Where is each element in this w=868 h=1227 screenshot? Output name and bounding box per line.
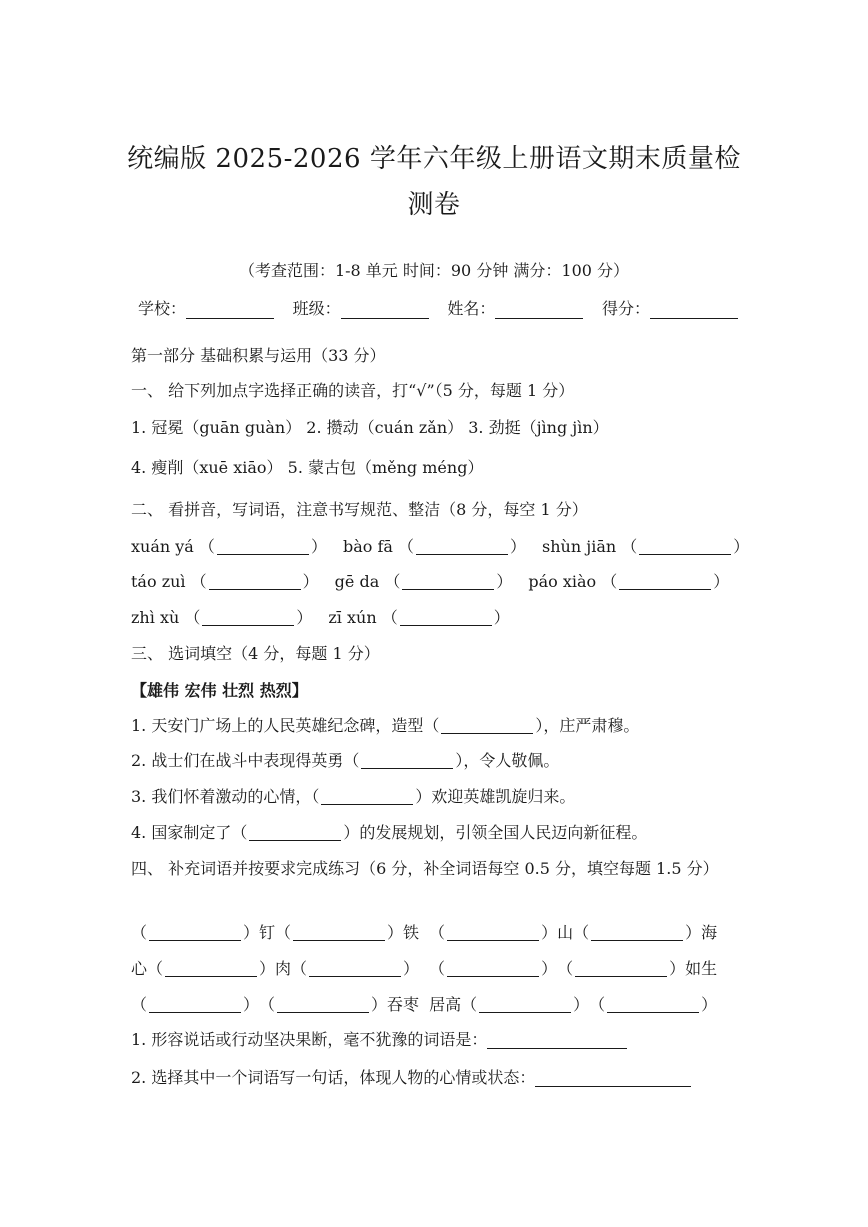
q4-idiom-row-3: （ ） （ ）吞枣 居高（ ） （ ） — [131, 995, 718, 1014]
score-label: 得分： — [601, 299, 650, 318]
idiom-text: ） — [403, 959, 420, 978]
practice-text: 1. 形容说话或行动坚决果断，毫不犹豫的词语是： — [131, 1030, 488, 1049]
q3-word-options: 【雄伟 宏伟 壮烈 热烈】 — [131, 681, 308, 700]
pinyin-item: gē da （ ） — [334, 572, 513, 591]
idiom-text: 居高（ — [429, 995, 478, 1014]
idiom-text: ）铁 — [387, 923, 420, 942]
answer-blank[interactable] — [277, 998, 369, 1013]
idiom-text: ）肉（ — [259, 959, 308, 978]
q3-sentence-3 — [131, 787, 575, 807]
idiom-text: ）吞枣 — [371, 995, 420, 1014]
q4-idiom-row-1: （ ）钉（ ）铁 （ ）山（ ）海 — [131, 923, 718, 942]
answer-blank[interactable] — [447, 926, 539, 941]
pinyin-text: páo xiào — [528, 572, 597, 591]
answer-blank[interactable] — [400, 611, 492, 626]
pinyin-text: gē da — [334, 572, 380, 591]
answer-blank[interactable] — [309, 962, 401, 977]
class-label: 班级： — [292, 299, 341, 318]
sentence-text: ）欢迎英雄凯旋归来。 — [415, 787, 576, 806]
name-blank[interactable] — [495, 302, 583, 319]
pinyin-text: shùn jiān — [542, 537, 617, 556]
answer-blank[interactable] — [479, 998, 571, 1013]
pinyin-text: zhì xù — [131, 608, 180, 627]
sentence-text: ），令人敬佩。 — [455, 751, 560, 770]
sentence-text: 3. 我们怀着激动的心情，（ — [131, 787, 320, 806]
idiom-text: ）海 — [685, 923, 718, 942]
idiom-text: ） — [573, 995, 590, 1014]
answer-blank[interactable] — [639, 540, 731, 555]
pinyin-item: táo zuì （ ） — [131, 572, 319, 591]
score-blank[interactable] — [650, 302, 738, 319]
answer-blank[interactable] — [209, 575, 301, 590]
title-line-2: 测卷 — [407, 190, 461, 220]
name-field — [447, 296, 583, 319]
idiom-text: 心（ — [131, 959, 164, 978]
answer-blank[interactable] — [619, 575, 711, 590]
pinyin-text: xuán yá — [131, 537, 194, 556]
answer-blank[interactable] — [165, 962, 257, 977]
q3-heading: 三、 选词填空（4 分，每题 1 分） — [131, 644, 380, 663]
school-label: 学校： — [138, 299, 187, 318]
pinyin-item: zhì xù （ ） — [131, 608, 313, 627]
exam-title — [100, 136, 768, 228]
pinyin-item: zī xún （ ） — [328, 608, 510, 627]
pinyin-text: bào fā — [342, 537, 393, 556]
answer-blank[interactable] — [202, 611, 294, 626]
student-info-row — [138, 296, 738, 319]
q1-heading: 一、 给下列加点字选择正确的读音，打“√”（5 分，每题 1 分） — [131, 381, 575, 400]
pinyin-item: páo xiào （ ） — [528, 572, 730, 591]
pinyin-text: táo zuì — [131, 572, 186, 591]
title-line-1: 统编版 2025-2026 学年六年级上册语文期末质量检 — [127, 144, 741, 174]
pinyin-item: shùn jiān （ ） — [542, 537, 750, 556]
answer-blank[interactable] — [535, 1070, 691, 1087]
q4-heading: 四、 补充词语并按要求完成练习（6 分，补全词语每空 0.5 分，填空每题 1.5 分） — [131, 859, 719, 878]
answer-blank[interactable] — [402, 575, 494, 590]
pinyin-text: zī xún — [328, 608, 377, 627]
sentence-text: ）的发展规划，引领全国人民迈向新征程。 — [343, 823, 648, 842]
pinyin-item: bào fā （ ） — [342, 537, 527, 556]
answer-blank[interactable] — [607, 998, 699, 1013]
school-field — [138, 296, 274, 319]
q2-heading: 二、 看拼音，写词语，注意书写规范、整洁（8 分，每空 1 分） — [131, 500, 588, 519]
q4-idiom-row-2: 心（ ）肉（ ） （ ） （ ）如生 — [131, 959, 718, 978]
practice-text: 2. 选择其中一个词语写一句话，体现人物的心情或状态： — [131, 1068, 536, 1087]
q4-practice-1 — [131, 1030, 627, 1050]
q1-line-1: 1. 冠冕（guān guàn） 2. 攒动（cuán zǎn） 3. 劲挺（jìng jìn） — [131, 418, 609, 437]
sentence-text: 2. 战士们在战斗中表现得英勇（ — [131, 751, 360, 770]
sentence-text: 1. 天安门广场上的人民英雄纪念碑，造型（ — [131, 716, 440, 735]
q3-sentence-1 — [131, 716, 639, 736]
answer-blank[interactable] — [591, 926, 683, 941]
q2-row-1 — [131, 537, 765, 557]
name-label: 姓名： — [447, 299, 496, 318]
q2-row-3 — [131, 608, 526, 628]
answer-blank[interactable] — [293, 926, 385, 941]
q3-sentence-4 — [131, 823, 647, 843]
answer-blank[interactable] — [575, 962, 667, 977]
sentence-text: 4. 国家制定了（ — [131, 823, 248, 842]
answer-blank[interactable] — [487, 1032, 627, 1049]
answer-blank[interactable] — [249, 826, 341, 841]
idiom-text: ）钉（ — [243, 923, 292, 942]
part1-heading: 第一部分 基础积累与运用（33 分） — [131, 346, 386, 365]
sentence-text: ），庄严肃穆。 — [535, 716, 640, 735]
answer-blank[interactable] — [217, 540, 309, 555]
score-field — [602, 296, 738, 319]
answer-blank[interactable] — [447, 962, 539, 977]
answer-blank[interactable] — [149, 998, 241, 1013]
answer-blank[interactable] — [321, 790, 413, 805]
answer-blank[interactable] — [416, 540, 508, 555]
answer-blank[interactable] — [149, 926, 241, 941]
q1-line-2: 4. 瘦削（xuē xiāo） 5. 蒙古包（měng méng） — [131, 458, 484, 477]
exam-subtitle: （考查范围：1-8 单元 时间：90 分钟 满分：100 分） — [238, 261, 630, 280]
answer-blank[interactable] — [441, 719, 533, 734]
q3-sentence-2 — [131, 751, 559, 771]
q2-row-2 — [131, 572, 745, 592]
class-field — [293, 296, 429, 319]
pinyin-item: xuán yá （ ） — [131, 537, 327, 556]
idiom-text: ）如生 — [669, 959, 718, 978]
class-blank[interactable] — [341, 302, 429, 319]
answer-blank[interactable] — [361, 754, 453, 769]
school-blank[interactable] — [186, 302, 274, 319]
idiom-text: ）山（ — [541, 923, 590, 942]
q4-practice-2 — [131, 1068, 691, 1088]
